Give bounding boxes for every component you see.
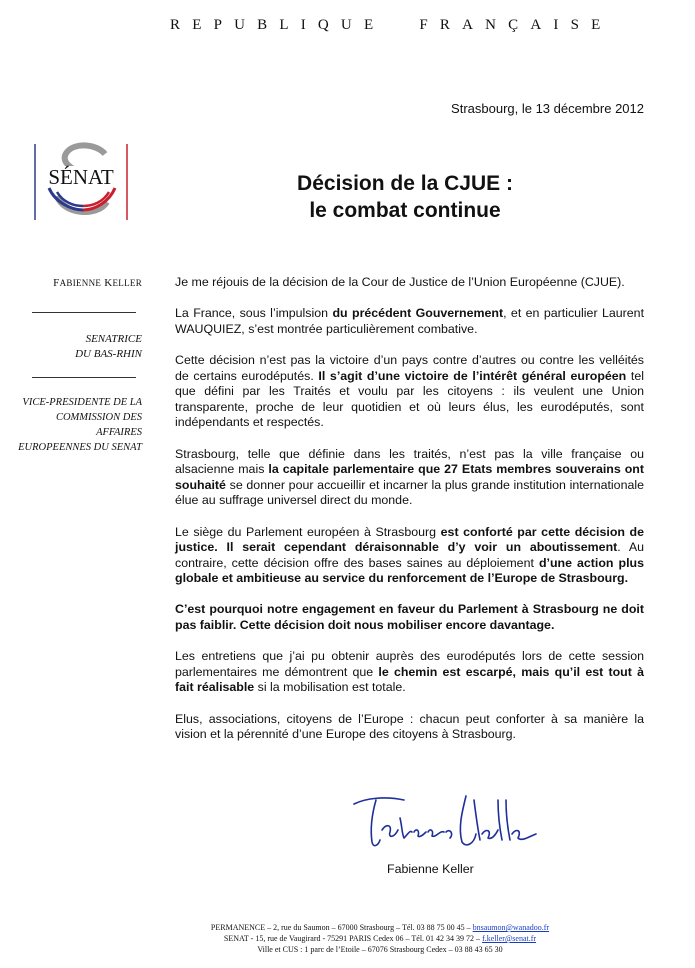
footer-contact: PERMANENCE – 2, rue du Saumon – 67000 Strasbourg – Tél. 03 88 75 00 45 – bnsaumon@wanadoo.fr SENAT - 15, rue de Vaugirard - 75291 PARIS Cedex 06 – Tél. 01 42 34 39 72 – f.keller@senat.fr Ville et CUS : 1 parc de l’Etoile – 67076 Strasbourg Cedex – 03 88 43 65 30 (210, 923, 550, 954)
letter-date: Strasbourg, le 13 décembre 2012 (451, 101, 644, 116)
sidebar-divider (32, 312, 136, 313)
title-line-2: le combat continue (309, 199, 501, 222)
letterhead-republique (170, 17, 670, 34)
handwritten-signature (346, 790, 546, 860)
signature-name: Fabienne Keller (387, 862, 474, 876)
senat-logo (31, 140, 131, 224)
paragraph: C’est pourquoi notre engagement en faveur du Parlement à Strasbourg ne doit pas faiblir. Cette décision doit nous mobiliser encore davantage. (175, 602, 644, 633)
paragraph: Les entretiens que j’ai pu obtenir auprès des eurodéputés lors de cette session parlementaires me démontrent que le chemin est escarpé, mais qu’il est tout à fait réalisable si la mobilisation est totale. (175, 649, 644, 695)
page-title (255, 170, 555, 224)
paragraph: Le siège du Parlement européen à Strasbourg est conforté par cette décision de justice. Il serait cependant déraisonnable d’y voir un aboutissement. Au contraire, cette décision offre des bases saines au déploiement d’une action plus globale et ambitieuse au service du renforcement de l’Europe de Strasbourg. (175, 524, 645, 586)
header-word-2: FRANÇAISE (419, 17, 613, 33)
sender-name: FABIENNE KELLER (53, 277, 142, 289)
header-word-1: REPUBLIQUE (170, 17, 386, 33)
logo-text: SÉNAT (48, 165, 114, 189)
paragraph: Elus, associations, citoyens de l’Europe : chacun peut conforter à sa manière la vision et la pérennité d’une Europe des citoyens à Strasbourg. (175, 711, 644, 742)
sidebar-divider (32, 377, 136, 378)
paragraph: La France, sous l’impulsion du précédent Gouvernement, et en particulier Laurent WAUQUIEZ, s’est montrée particulièrement combative. (175, 306, 645, 336)
sender-function: VICE-PRESIDENTE DE LA COMMISSION DES AFFAIRES EUROPEENNES DU SENAT (18, 397, 142, 453)
email-link[interactable]: bnsaumon@wanadoo.fr (472, 923, 550, 932)
letter-body (175, 275, 644, 758)
paragraph: Cette décision n’est pas la victoire d’un pays contre d’autres ou contre les velléités de certains eurodéputés. Il s’agit d’une victoire de l’intérêt général européen tel que défini par les Traités et voulu par les citoyens : ils veulent une Union transparente, proche de leur quotidien et où leurs élus, les eurodéputés, sont indépendants et respectés. (175, 352, 644, 430)
email-link[interactable]: f.keller@senat.fr (482, 934, 537, 943)
sender-role: SENATRICE DU BAS-RHIN (75, 333, 142, 360)
paragraph: Strasbourg, telle que définie dans les traités, n’est pas la ville française ou alsacienne mais la capitale parlementaire que 27 Etats membres souverains ont souhaité se donner pour accueillir et incarner la plus grande institution internationale élue au suffrage universel direct du monde. (175, 446, 644, 508)
title-line-1: Décision de la CJUE : (297, 172, 513, 195)
paragraph: Je me réjouis de la décision de la Cour de Justice de l’Union Européenne (CJUE). (175, 275, 625, 289)
